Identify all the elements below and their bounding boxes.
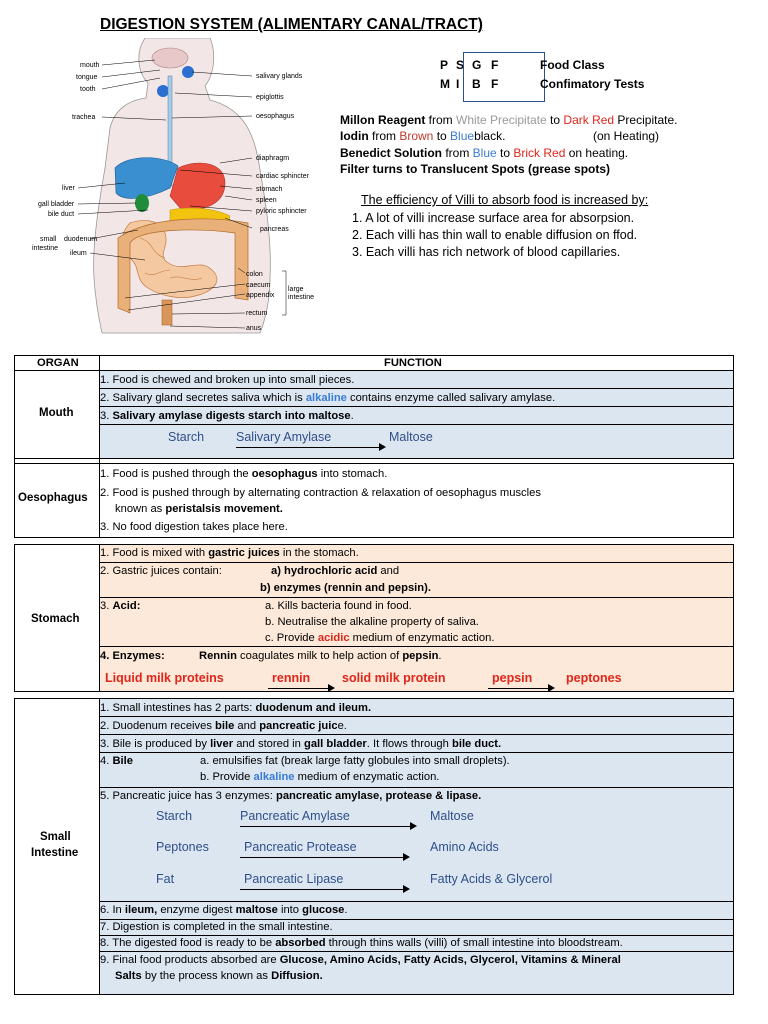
organ-header-cell: [14, 355, 100, 371]
equation-enzyme: pepsin: [492, 671, 533, 685]
diagram-label: large: [288, 286, 304, 293]
equation-arrow: [268, 688, 330, 689]
villi-heading: The efficiency of Villi to absorb food is increased by:: [361, 193, 649, 207]
page-title: DIGESTION SYSTEM (ALIMENTARY CANAL/TRACT): [100, 16, 483, 33]
diagram-label: oesophagus: [256, 113, 295, 120]
function-cell-mouth: [100, 371, 734, 459]
equation-term: Starch: [168, 430, 205, 444]
organ-label: Small: [40, 831, 71, 843]
equation-term: Starch: [156, 809, 193, 823]
diagram-label: tongue: [76, 74, 98, 81]
diagram-label: diaphragm: [256, 155, 290, 162]
diagram-label: intestine: [32, 245, 59, 252]
grid-letter: F: [491, 77, 499, 91]
function-line: 3. Acid:: [100, 600, 141, 612]
organ-column-header: ORGAN: [37, 357, 79, 369]
equation-enzyme: Pancreatic Lipase: [244, 872, 344, 886]
arrowhead-icon: [328, 684, 335, 692]
function-line: 4. Enzymes:: [100, 650, 165, 662]
organ-label: Intestine: [31, 847, 79, 859]
grid-letter: P: [440, 58, 449, 72]
iodin-test: Iodin from Brown to Blueblack.: [340, 129, 506, 143]
villi-point: 3. Each villi has rich network of blood capillaries.: [352, 245, 621, 259]
function-header-cell: [100, 355, 734, 371]
diagram-label: tooth: [80, 86, 96, 93]
equation-term: Fat: [156, 872, 175, 886]
function-line: 1. Small intestines has 2 parts: duodenum and ileum.: [100, 702, 372, 714]
diagram-label: cardiac sphincter: [256, 173, 309, 180]
diagram-label: ileum: [70, 250, 87, 257]
equation-term: Fatty Acids & Glycerol: [430, 872, 553, 886]
function-line: 5. Pancreatic juice has 3 enzymes: pancreatic amylase, protease & lipase.: [100, 790, 482, 802]
equation-enzyme: Salivary Amylase: [236, 430, 332, 444]
diagram-label: pyloric sphincter: [256, 208, 307, 215]
diagram-label: epiglottis: [256, 94, 284, 101]
diagram-label: caecum: [246, 282, 271, 289]
diagram-label: appendix: [246, 292, 275, 299]
equation-enzyme: Pancreatic Amylase: [240, 809, 350, 823]
function-line: 4. Bile: [100, 755, 133, 767]
equation-term: Maltose: [430, 809, 474, 823]
diagram-label: colon: [246, 271, 263, 278]
villi-point: 1. A lot of villi increase surface area for absorpsion.: [352, 211, 635, 225]
diagram-label: rectum: [246, 310, 268, 317]
function-line: Rennin coagulates milk to help action of pepsin.: [199, 650, 442, 662]
diagram-label: intestine: [288, 294, 315, 301]
confirmatory-tests-label: Confimatory Tests: [540, 77, 645, 91]
function-line: 3. No food digestion takes place here.: [100, 521, 288, 533]
villi-point: 2. Each villi has thin wall to enable diffusion on ffod.: [352, 228, 638, 242]
grid-letter: S: [456, 58, 465, 72]
diagram-label: anus: [246, 325, 262, 332]
function-line: 2. Salivary gland secretes saliva which is alkaline contains enzyme called salivary amylase.: [100, 392, 556, 404]
grid-letter: B: [472, 77, 481, 91]
equation-term: Liquid milk proteins: [105, 671, 224, 685]
digestive-system-diagram: [20, 38, 330, 338]
function-line: a. Kills bacteria found in food.: [265, 600, 412, 612]
arrowhead-icon: [403, 853, 410, 861]
diagram-label: trachea: [72, 114, 96, 121]
function-column-header: FUNCTION: [384, 357, 442, 369]
diagram-label: duodenum: [64, 236, 98, 243]
function-line: 6. In ileum, enzyme digest maltose into glucose.: [100, 904, 348, 916]
function-line: 1. Food is pushed through the oesophagus into stomach.: [100, 468, 388, 480]
equation-arrow: [240, 889, 405, 890]
equation-enzyme: Pancreatic Protease: [244, 840, 357, 854]
filter-test: Filter turns to Translucent Spots (grease spots): [340, 162, 611, 176]
organ-label: Stomach: [31, 613, 80, 625]
organ-cell-mouth: [14, 371, 100, 459]
organ-cell-oesophagus: [14, 463, 100, 538]
organ-cell-small-intestine: [14, 698, 100, 995]
arrowhead-icon: [548, 684, 555, 692]
diagram-label: gall bladder: [38, 201, 75, 208]
function-line: 1. Food is mixed with gastric juices in the stomach.: [100, 547, 359, 559]
arrowhead-icon: [410, 822, 417, 830]
equation-arrow: [488, 688, 550, 689]
equation-term: solid milk protein: [342, 671, 446, 685]
function-cell-oesophagus: [100, 463, 734, 538]
function-line: a) hydrochloric acid and: [271, 565, 400, 577]
diagram-label: liver: [62, 185, 75, 192]
equation-enzyme: rennin: [272, 671, 311, 685]
food-class-label: Food Class: [540, 58, 605, 72]
function-line: b) enzymes (rennin and pepsin).: [260, 582, 431, 594]
equation-arrow: [240, 826, 412, 827]
organ-cell-stomach: [14, 544, 100, 692]
benedict-test: Benedict Solution from Blue to Brick Red on heating.: [340, 146, 629, 160]
function-line: 9. Final food products absorbed are Glucose, Amino Acids, Fatty Acids, Glycerol, Vitamins & Mineral: [100, 954, 621, 966]
equation-term: Maltose: [389, 430, 433, 444]
function-line: b. Neutralise the alkaline property of saliva.: [265, 616, 479, 628]
equation-term: peptones: [566, 671, 622, 685]
function-line: 2. Duodenum receives bile and pancreatic juice.: [100, 720, 347, 732]
function-line: 8. The digested food is ready to be absorbed through thins walls (villi) of small intestine into bloodstream.: [100, 937, 623, 949]
iodin-note: (on Heating): [593, 129, 660, 143]
function-line: 2. Food is pushed through by alternating contraction & relaxation of oesophagus muscles: [100, 487, 541, 499]
highlight-box: [463, 52, 545, 102]
diagram-label: spleen: [256, 197, 277, 204]
digestion-table: [14, 355, 734, 995]
function-line: Salts by the process known as Diffusion.: [115, 970, 323, 982]
function-line: c. Provide acidic medium of enzymatic action.: [265, 632, 495, 644]
function-line: known as peristalsis movement.: [115, 503, 283, 515]
function-line: 7. Digestion is completed in the small intestine.: [100, 921, 333, 933]
diagram-label: salivary glands: [256, 73, 303, 80]
organ-label: Oesophagus: [18, 492, 88, 504]
grid-letter: G: [472, 58, 482, 72]
diagram-label: mouth: [80, 62, 100, 69]
equation-arrow: [240, 857, 405, 858]
function-line: a. emulsifies fat (break large fatty globules into small droplets).: [200, 755, 510, 767]
equation-term: Peptones: [156, 840, 209, 854]
grid-letter: F: [491, 58, 499, 72]
function-line: b. Provide alkaline medium of enzymatic action.: [200, 771, 440, 783]
function-cell-stomach: [100, 544, 734, 692]
grid-letter: M: [440, 77, 450, 91]
arrowhead-icon: [403, 885, 410, 893]
function-line: 3. Bile is produced by liver and stored in gall bladder. It flows through bile duct.: [100, 738, 502, 750]
function-cell-small-intestine: [100, 698, 734, 995]
diagram-label: bile duct: [48, 211, 75, 218]
function-line: 3. Salivary amylase digests starch into maltose.: [100, 410, 354, 422]
millon-test: Millon Reagent from White Precipitate to Dark Red Precipitate.: [340, 113, 678, 127]
diagram-label: pancreas: [260, 226, 289, 233]
arrowhead-icon: [379, 443, 386, 451]
function-line: 2. Gastric juices contain:: [100, 565, 222, 577]
equation-arrow: [236, 447, 381, 448]
diagram-label: small: [40, 236, 57, 243]
grid-letter: I: [456, 77, 460, 91]
diagram-label: stomach: [256, 186, 283, 193]
organ-label: Mouth: [39, 407, 74, 419]
equation-term: Amino Acids: [430, 840, 499, 854]
function-line: 1. Food is chewed and broken up into small pieces.: [100, 374, 355, 386]
